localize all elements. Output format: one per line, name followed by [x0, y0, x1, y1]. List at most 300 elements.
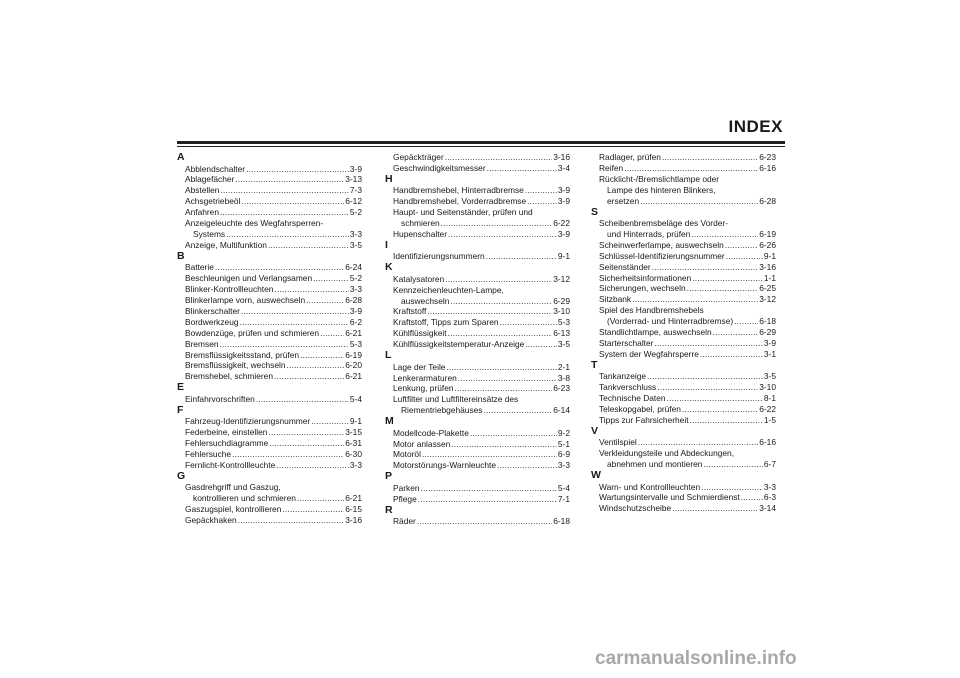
index-page-number: 3-13	[345, 174, 362, 185]
index-entry	[385, 460, 570, 471]
index-entry-text: kontrollieren und schmieren	[193, 493, 296, 504]
index-entry-text: Motoröl	[393, 449, 421, 460]
index-page-number: 3-4	[557, 162, 570, 173]
index-entry	[591, 283, 776, 294]
dot-leader	[632, 294, 758, 305]
index-entry	[177, 273, 362, 284]
dot-leader	[240, 317, 349, 328]
index-entry-text: Batterie	[185, 262, 214, 273]
index-page-number: 6-16	[759, 437, 776, 448]
index-page-number: 9-1	[349, 416, 362, 427]
index-page-number: 6-26	[759, 239, 776, 250]
index-entry	[591, 262, 776, 273]
index-entry-text: Ablagefächer	[185, 174, 235, 185]
index-page-number: 7-3	[349, 185, 362, 196]
index-page-number: 9-1	[557, 251, 570, 262]
index-page-number: 6-18	[759, 316, 776, 327]
header-rule-thin	[177, 146, 785, 147]
index-page-number: 6-24	[345, 262, 362, 273]
index-page-number: 6-22	[759, 404, 776, 415]
index-letter-heading: E	[177, 381, 185, 394]
dot-leader	[527, 196, 557, 207]
index-page-number: 3-3	[557, 460, 570, 471]
index-entry	[591, 393, 776, 404]
index-page-number: 3-16	[759, 261, 776, 272]
index-entry	[591, 415, 776, 426]
dot-leader	[268, 240, 349, 251]
dot-leader	[256, 394, 349, 405]
index-page-number: 6-15	[345, 503, 362, 514]
index-entry-line: Rücklicht-/Bremslichtlampe oder	[599, 173, 720, 184]
index-entry-text: Motor anlassen	[393, 438, 451, 449]
index-entry-text: Seitenständer	[599, 261, 651, 272]
index-page-number: 3-9	[763, 338, 776, 348]
index-letter-heading: F	[177, 403, 184, 416]
dot-leader	[726, 251, 763, 262]
index-entry-text: Blinkerschalter	[185, 305, 240, 316]
index-entry-text: Tipps zur Fahrsicherheit	[599, 414, 689, 425]
index-page-number: 3-10	[759, 382, 776, 393]
index-page-number: 6-20	[345, 360, 362, 371]
dot-leader	[220, 185, 348, 196]
index-page-number: 6-2	[349, 316, 362, 327]
index-entry-text: Lage der Teile	[393, 361, 446, 372]
index-entry-line: Scheibenbremsbeläge des Vorder-	[599, 218, 728, 229]
dot-leader	[418, 494, 557, 505]
index-letter-heading: H	[385, 172, 393, 185]
index-entry-text: Schlüssel-Identifizierungsnummer	[599, 250, 725, 261]
index-entry	[591, 404, 776, 415]
dot-leader	[226, 229, 349, 240]
index-entry	[177, 185, 362, 196]
index-entry-text: System der Wegfahrsperre	[599, 348, 699, 359]
index-entry-line: Anzeigeleuchte des Wegfahrsperren-	[185, 218, 324, 229]
dot-leader	[427, 306, 552, 317]
index-entry	[177, 416, 362, 427]
dot-leader	[268, 427, 344, 438]
index-entry	[177, 196, 362, 207]
index-entry	[385, 516, 570, 527]
index-entry	[591, 503, 776, 514]
index-page-number: 1-5	[763, 414, 776, 425]
index-page-number: 3-3	[349, 284, 362, 295]
dot-leader	[692, 273, 763, 284]
index-page-number: 3-16	[553, 152, 570, 162]
index-letter-heading: B	[177, 249, 185, 262]
index-page-number: 6-22	[553, 218, 570, 229]
index-entry	[385, 229, 570, 240]
dot-leader	[640, 196, 758, 207]
dot-leader	[232, 449, 344, 460]
dot-leader	[287, 360, 345, 371]
index-entry-text: Tankanzeige	[599, 371, 647, 382]
index-page-number: 3-10	[553, 306, 570, 317]
index-entry-text: Katalysatoren	[393, 273, 445, 284]
index-entry	[385, 383, 570, 394]
index-entry	[177, 493, 362, 504]
index-page-number: 6-28	[759, 195, 776, 206]
dot-leader	[448, 328, 553, 339]
index-page-number: 6-31	[345, 437, 362, 448]
index-entry-text: Reifen	[599, 162, 624, 173]
index-entry	[177, 207, 362, 218]
index-entry	[385, 296, 570, 307]
index-page-number: 3-9	[349, 305, 362, 316]
index-entry	[385, 373, 570, 384]
index-entry-text: Sicherungen, wechseln	[599, 283, 686, 294]
index-entry-text: ersetzen	[607, 195, 640, 206]
dot-leader	[306, 295, 344, 306]
index-page-number: 6-30	[345, 448, 362, 459]
dot-leader	[220, 207, 349, 218]
index-entry	[591, 163, 776, 174]
index-entry-text: Bremsen	[185, 338, 219, 349]
index-entry	[177, 306, 362, 317]
index-entry-text: Lenkung, prüfen	[393, 383, 454, 394]
dot-leader	[470, 428, 557, 439]
index-page-number: 7-1	[557, 493, 570, 504]
dot-leader	[483, 405, 552, 416]
index-entry	[177, 229, 362, 240]
index-entry-text: Kraftstoff	[393, 306, 427, 317]
index-entry-text: Bremsflüssigkeitsstand, prüfen	[185, 349, 300, 360]
index-page-number: 6-12	[345, 196, 362, 207]
dot-leader	[700, 349, 763, 360]
index-entry	[177, 449, 362, 460]
dot-leader	[638, 437, 759, 448]
index-page-number: 3-5	[763, 371, 776, 382]
index-entry-text: Blinkerlampe vorn, auswechseln	[185, 294, 306, 305]
index-entry-text: abnehmen und montieren	[607, 459, 703, 470]
index-page-number: 6-19	[345, 349, 362, 360]
index-entry	[591, 459, 776, 470]
index-page-number: 6-19	[759, 228, 776, 239]
index-entry-line: Kennzeichenleuchten-Lampe,	[393, 284, 504, 295]
index-letter-heading: G	[177, 469, 186, 482]
index-entry	[591, 240, 776, 251]
dot-leader	[445, 274, 552, 285]
index-page-number: 6-21	[345, 327, 362, 338]
index-entry-text: Wartungsintervalle und Schmierdienst	[599, 492, 740, 503]
index-page-number: 3-5	[349, 239, 362, 250]
index-page-number: 3-12	[553, 273, 570, 284]
dot-leader	[238, 515, 345, 526]
index-entry	[591, 294, 776, 305]
index-entry	[177, 164, 362, 175]
index-entry-text: Sitzbank	[599, 294, 632, 305]
index-letter-heading: P	[385, 470, 393, 483]
index-page-number: 3-1	[763, 348, 776, 359]
dot-leader	[734, 316, 758, 327]
index-entry-line: Gasdrehgriff und Gaszug,	[185, 482, 281, 493]
index-entry	[591, 482, 776, 493]
index-page-number: 5-4	[349, 393, 362, 404]
index-entry-text: Fernlicht-Kontrollleuchte	[185, 459, 276, 470]
index-entry-text: Beschleunigen und Verlangsamen	[185, 273, 313, 284]
index-column-2	[385, 152, 570, 527]
dot-leader	[654, 338, 762, 349]
index-entry-line: Lampe des hinteren Blinkers,	[607, 184, 716, 195]
index-page-number: 9-2	[557, 427, 570, 438]
index-entry	[177, 360, 362, 371]
index-entry-text: Radlager, prüfen	[599, 152, 661, 162]
index-entry-text: Einfahrvorschriften	[185, 393, 255, 404]
index-entry	[177, 240, 362, 251]
index-column-1	[177, 152, 362, 526]
index-page-number: 6-23	[759, 152, 776, 162]
dot-leader	[235, 174, 344, 185]
index-page-number: 8-1	[763, 393, 776, 404]
index-entry-text: Modellcode-Plakette	[393, 427, 469, 438]
index-entry	[591, 437, 776, 448]
index-page-number: 6-29	[759, 327, 776, 338]
index-entry-text: Fehlersuche	[185, 448, 232, 459]
dot-leader	[269, 438, 344, 449]
dot-leader	[274, 284, 348, 295]
index-entry	[177, 284, 362, 295]
index-entry	[591, 316, 776, 327]
dot-leader	[741, 492, 763, 503]
dot-leader	[487, 163, 557, 174]
index-entry-line: Verkleidungsteile und Abdeckungen,	[599, 448, 735, 459]
dot-leader	[450, 296, 552, 307]
index-page-number: 6-14	[553, 405, 570, 416]
index-entry-line: Haupt- und Seitenständer, prüfen und	[393, 207, 533, 218]
index-entry-text: Starterschalter	[599, 338, 654, 348]
index-page-number: 3-16	[345, 514, 362, 525]
index-letter-heading: V	[591, 424, 599, 437]
index-entry-text: Anzeige, Multifunktion	[185, 239, 267, 250]
index-entry	[591, 492, 776, 503]
dot-leader	[690, 415, 763, 426]
index-entry	[385, 306, 570, 317]
index-page-number: 6-16	[759, 162, 776, 173]
index-entry	[591, 382, 776, 393]
index-entry	[177, 262, 362, 273]
index-entry-text: (Vorderrad- und Hinterradbremse)	[607, 316, 734, 327]
index-entry-text: Warn- und Kontrollleuchten	[599, 481, 701, 492]
header-rule	[177, 141, 785, 144]
index-letter-heading: K	[385, 261, 393, 274]
index-entry-text: Abblendschalter	[185, 163, 246, 174]
dot-leader	[215, 262, 344, 273]
dot-leader	[246, 164, 349, 175]
index-page-number: 6-21	[345, 371, 362, 382]
dot-leader	[662, 152, 758, 163]
dot-leader	[282, 504, 344, 515]
index-entry	[177, 371, 362, 382]
dot-leader	[422, 449, 557, 460]
index-entry-text: Kühlflüssigkeitstemperatur-Anzeige	[393, 339, 525, 350]
index-page-number: 5-1	[557, 438, 570, 449]
index-entry	[591, 349, 776, 360]
index-page-number: 3-12	[759, 294, 776, 305]
index-entry-text: Tankverschluss	[599, 382, 657, 393]
index-page-number: 3-9	[349, 163, 362, 174]
index-entry	[177, 328, 362, 339]
index-entry	[385, 163, 570, 174]
dot-leader	[297, 493, 344, 504]
index-entry-text: Standlichtlampe, auswechseln	[599, 327, 712, 338]
index-entry-text: Sicherheitsinformationen	[599, 272, 692, 283]
index-entry-text: Motorstörungs-Warnleuchte	[393, 460, 497, 471]
index-page-number: 2-1	[557, 361, 570, 372]
dot-leader	[451, 439, 557, 450]
index-page-number: 6-7	[763, 459, 776, 470]
dot-leader	[667, 393, 763, 404]
dot-leader	[652, 262, 759, 273]
index-page-number: 6-23	[553, 383, 570, 394]
index-page-number: 6-3	[763, 492, 776, 503]
index-page-number: 6-18	[553, 516, 570, 527]
dot-leader	[445, 152, 552, 163]
index-page-number: 5-3	[557, 317, 570, 328]
index-entry-text: Ventilspiel	[599, 437, 637, 448]
index-entry	[591, 273, 776, 284]
index-entry-text: Bowdenzüge, prüfen und schmieren	[185, 327, 320, 338]
index-entry	[385, 274, 570, 285]
dot-leader	[687, 283, 759, 294]
index-entry	[385, 439, 570, 450]
dot-leader	[703, 459, 762, 470]
dot-leader	[417, 516, 552, 527]
dot-leader	[274, 371, 344, 382]
index-page-number: 3-14	[759, 503, 776, 514]
index-entry-text: Bordwerkzeug	[185, 316, 239, 327]
index-entry-text: Bremsflüssigkeit, wechseln	[185, 360, 286, 371]
dot-leader	[486, 251, 557, 262]
dot-leader	[647, 371, 763, 382]
index-page-number: 6-29	[553, 295, 570, 306]
index-entry-line: Spiel des Handbremshebels	[599, 305, 704, 316]
index-entry-text: schmieren	[401, 218, 440, 229]
dot-leader	[220, 339, 349, 350]
index-entry	[385, 339, 570, 350]
index-page-number: 3-15	[345, 427, 362, 438]
dot-leader	[313, 273, 349, 284]
watermark: carmanualsonline.info	[595, 648, 797, 669]
index-page-number: 6-28	[345, 294, 362, 305]
index-entry	[177, 438, 362, 449]
index-page-number: 5-3	[349, 338, 362, 349]
index-letter-heading: R	[385, 503, 393, 516]
index-entry-text: Riementriebgehäuses	[401, 405, 483, 416]
index-entry	[591, 152, 776, 163]
dot-leader	[455, 383, 553, 394]
index-letter-heading: W	[591, 469, 601, 482]
index-letter-heading: A	[177, 151, 185, 163]
index-page-number: 6-13	[553, 328, 570, 339]
index-column-3	[591, 152, 776, 514]
index-entry-text: Federbeine, einstellen	[185, 427, 268, 438]
index-page-number: 5-2	[349, 207, 362, 218]
index-page-number: 3-5	[557, 339, 570, 350]
index-entry	[177, 504, 362, 515]
index-entry-text: Bremshebel, schmieren	[185, 371, 273, 382]
index-entry	[385, 251, 570, 262]
dot-leader	[682, 404, 758, 415]
index-entry	[385, 449, 570, 460]
index-entry-text: Identifizierungsnummern	[393, 251, 485, 262]
index-entry-text: Gepäckhaken	[185, 514, 237, 525]
index-entry	[177, 339, 362, 350]
index-entry-text: Räder	[393, 516, 416, 527]
index-letter-heading: I	[385, 238, 388, 251]
dot-leader	[672, 503, 758, 514]
index-page-number: 6-25	[759, 283, 776, 294]
index-entry-text: Achsgetriebeöl	[185, 196, 241, 207]
index-entry	[177, 317, 362, 328]
index-letter-heading: L	[385, 349, 392, 362]
index-entry	[177, 460, 362, 471]
dot-leader	[497, 460, 557, 471]
index-entry-text: Handbremshebel, Hinterradbremse	[393, 185, 524, 196]
index-page-number: 5-4	[557, 482, 570, 493]
index-entry	[177, 515, 362, 526]
dot-leader	[320, 328, 344, 339]
index-entry-text: Fahrzeug-Identifizierungsnummer	[185, 416, 311, 427]
index-entry	[385, 328, 570, 339]
index-entry-text: Kühlflüssigkeit	[393, 328, 447, 339]
dot-leader	[691, 229, 758, 240]
dot-leader	[525, 339, 557, 350]
index-entry-text: Systems	[193, 228, 226, 239]
index-entry	[591, 327, 776, 338]
dot-leader	[421, 483, 557, 494]
index-entry	[385, 405, 570, 416]
index-entry	[591, 229, 776, 240]
index-page-number: 5-2	[349, 273, 362, 284]
index-entry	[177, 174, 362, 185]
index-letter-heading: S	[591, 205, 599, 218]
dot-leader	[300, 350, 344, 361]
index-entry-text: und Hinterrads, prüfen	[607, 228, 691, 239]
index-entry-text: Gaszugspiel, kontrollieren	[185, 503, 282, 514]
index-page-number: 3-3	[763, 481, 776, 492]
index-entry	[385, 196, 570, 207]
index-entry-text: Handbremshebel, Vorderradbremse	[393, 196, 527, 207]
index-entry-line: Luftfilter und Luftfiltereinsätze des	[393, 394, 519, 405]
dot-leader	[701, 482, 763, 493]
index-page-number: 9-1	[763, 250, 776, 261]
index-page-number: 3-3	[349, 459, 362, 470]
index-entry	[591, 196, 776, 207]
index-entry	[591, 338, 776, 349]
dot-leader	[241, 196, 344, 207]
index-entry-text: Abstellen	[185, 185, 220, 196]
index-entry	[385, 362, 570, 373]
index-entry-text: Technische Daten	[599, 393, 666, 404]
index-page-number: 3-9	[557, 196, 570, 207]
dot-leader	[458, 373, 557, 384]
dot-leader	[624, 163, 758, 174]
index-letter-heading: M	[385, 415, 394, 428]
index-entry	[177, 295, 362, 306]
index-entry-text: auswechseln	[401, 295, 450, 306]
dot-leader	[713, 327, 759, 338]
index-entry	[385, 317, 570, 328]
dot-leader	[448, 229, 557, 240]
dot-leader	[725, 240, 758, 251]
index-entry	[385, 185, 570, 196]
index-entry	[177, 350, 362, 361]
index-page-number: 1-1	[763, 272, 776, 283]
index-entry	[177, 427, 362, 438]
dot-leader	[500, 317, 557, 328]
index-entry-text: Parken	[393, 482, 420, 493]
index-letter-heading: T	[591, 358, 598, 371]
index-entry-text: Blinker-Kontrollleuchten	[185, 284, 274, 295]
